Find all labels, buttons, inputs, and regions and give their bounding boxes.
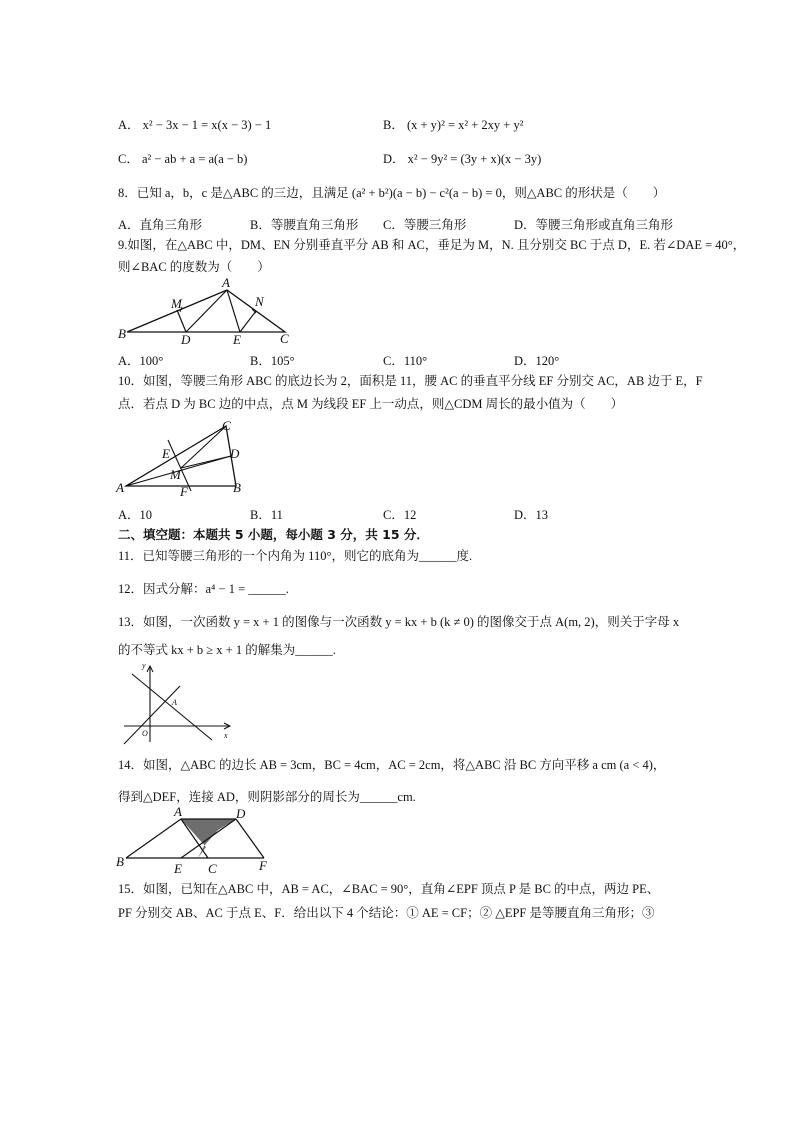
q10-label-c: C	[222, 418, 231, 433]
q10-label-a: A	[116, 480, 124, 495]
q14-figure	[116, 806, 276, 874]
q10-label-d: D	[230, 446, 240, 461]
q14-stem-line2: 得到△DEF，连接 AD，则阴影部分的周长为______cm.	[118, 790, 416, 804]
q9-label-b: B	[118, 326, 126, 341]
q8-option-b: B．等腰直角三角形	[250, 218, 359, 232]
q9-stem-line1: 9.如图，在△ABC 中，DM、EN 分别垂直平分 AB 和 AC，垂足为 M，N. 且分别交 BC 于点 D，E. 若∠DAE = 40°，	[118, 238, 746, 252]
q8-option-d: D．等腰三角形或直角三角形	[514, 218, 674, 232]
q10-option-b: B．11	[250, 508, 283, 522]
q7-option-b: B． (x + y)² = x² + 2xy + y²	[383, 118, 524, 132]
q13-figure	[118, 660, 238, 746]
q13-label-x: x	[224, 731, 228, 740]
q9-label-n: N	[255, 294, 264, 309]
q7-option-c: C． a² − ab + a = a(a − b)	[118, 152, 248, 166]
q9-label-a: A	[222, 275, 230, 290]
q13-label-o: O	[142, 729, 148, 738]
q12-stem: 12．因式分解：a⁴ − 1 = ______.	[118, 582, 289, 596]
q10-stem-line1: 10．如图，等腰三角形 ABC 的底边长为 2，面积是 11，腰 AC 的垂直平分线 EF 分别交 AC，AB 边于 E，F	[118, 374, 703, 388]
q15-stem-line1: 15．如图，已知在△ABC 中，AB = AC，∠BAC = 90°，直角∠EPF 顶点 P 是 BC 的中点，两边 PE、	[118, 882, 660, 896]
q9-label-m: M	[171, 296, 182, 311]
q10-label-b: B	[233, 480, 241, 495]
q9-figure	[118, 276, 308, 348]
q8-stem: 8．已知 a，b，c 是△ABC 的三边，且满足 (a² + b²)(a − b) − c²(a − b) = 0，则△ABC 的形状是（ ）	[118, 186, 666, 200]
q9-stem-line2: 则∠BAC 的度数为（ ）	[118, 260, 270, 274]
q10-stem-line2: 点．若点 D 为 BC 边的中点，点 M 为线段 EF 上一动点，则△CDM 周长的最小值为（ ）	[118, 397, 624, 411]
q13-label-y: y	[142, 661, 146, 670]
q9-option-d: D．120°	[514, 354, 560, 368]
q10-label-m: M	[170, 467, 181, 482]
q8-option-a: A．直角三角形	[118, 218, 203, 232]
q14-label-d: D	[236, 806, 246, 821]
q13-label-a: A	[172, 698, 177, 707]
q14-stem-line1: 14．如图，△ABC 的边长 AB = 3cm，BC = 4cm，AC = 2cm，将△ABC 沿 BC 方向平移 a cm (a < 4)，	[118, 758, 666, 772]
q10-label-f: F	[180, 484, 188, 499]
q13-stem-line2: 的不等式 kx + b ≥ x + 1 的解集为______.	[118, 643, 336, 657]
q10-option-c: C．12	[383, 508, 417, 522]
q9-option-b: B．105°	[250, 354, 295, 368]
q10-option-a: A．10	[118, 508, 153, 522]
q14-label-c: C	[208, 861, 217, 876]
q14-label-b: B	[116, 854, 124, 869]
q11-stem: 11．已知等腰三角形的一个内角为 110°，则它的底角为______度.	[118, 549, 473, 563]
q9-label-e: E	[233, 332, 241, 347]
q14-label-f: F	[259, 858, 267, 873]
section-2-heading: 二、填空题：本题共 5 小题，每小题 3 分，共 15 分．	[118, 527, 429, 542]
q14-label-e: E	[174, 861, 182, 876]
q9-option-c: C．110°	[383, 354, 428, 368]
q9-option-a: A．100°	[118, 354, 164, 368]
q8-option-c: C．等腰三角形	[383, 218, 467, 232]
q7-option-d: D． x² − 9y² = (3y + x)(x − 3y)	[383, 152, 542, 166]
q13-stem-line1: 13．如图，一次函数 y = x + 1 的图像与一次函数 y = kx + b (k ≠ 0) 的图像交于点 A(m, 2)，则关于字母 x	[118, 615, 680, 629]
q15-stem-line2: PF 分别交 AB、AC 于点 E、F．给出以下 4 个结论：① AE = CF；② △EPF 是等腰直角三角形；③	[118, 906, 655, 920]
q10-label-e: E	[162, 446, 170, 461]
q10-figure	[116, 418, 251, 499]
q10-option-d: D．13	[514, 508, 549, 522]
q14-label-a: A	[174, 804, 182, 819]
q7-option-a: A． x² − 3x − 1 = x(x − 3) − 1	[118, 118, 272, 132]
q9-label-c: C	[280, 331, 289, 346]
q9-label-d: D	[181, 332, 191, 347]
